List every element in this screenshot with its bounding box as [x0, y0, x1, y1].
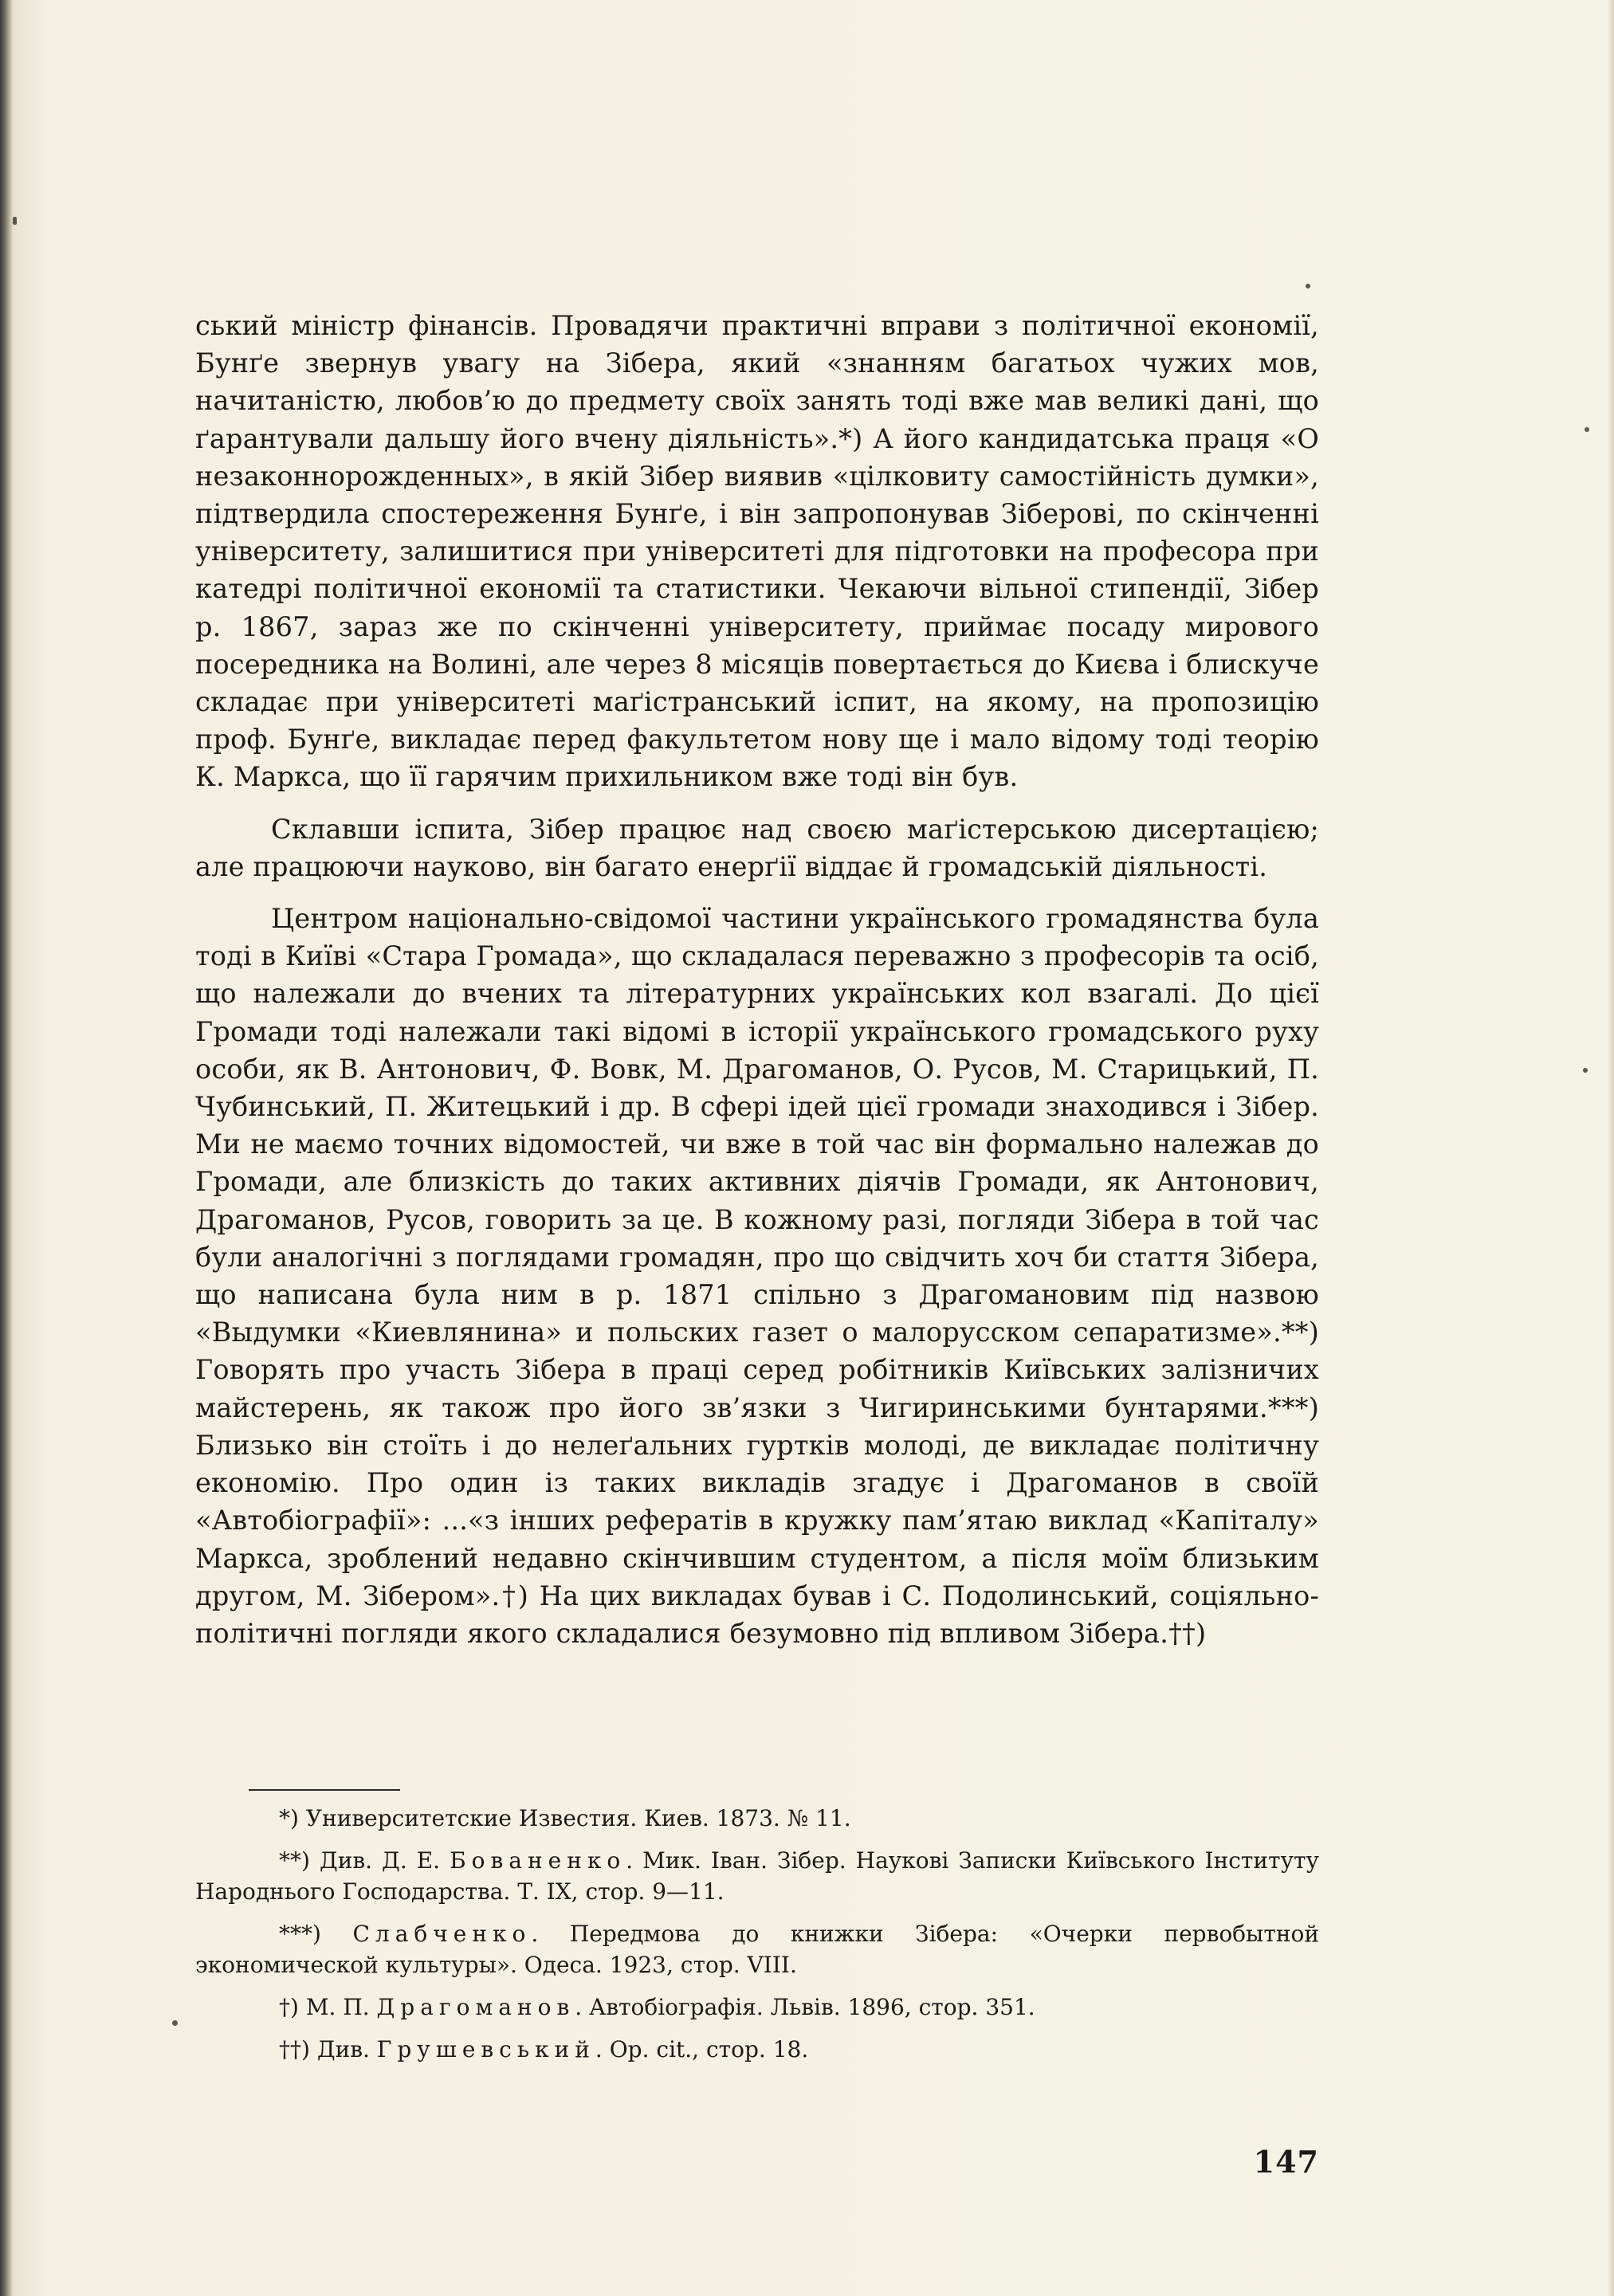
footnote-rule: [249, 1789, 400, 1791]
footnotes: [195, 1803, 1319, 2076]
paragraph-3: Центром національно-свідомої частини українського громадянства була тоді в Київі «Стара Громада», що складалася переважно з професорів та осіб, що належали до вчених та літературних українських кол взагалі. До цієї Громади тоді належали такі відомі в історії українського громадського руху особи, як В. Антонович, Ф. Вовк, М. Драгоманов, О. Русов, М. Старицький, П. Чубинський, П. Житецький і др. В сфері ідей цієї громади знаходився і Зібер. Ми не маємо точних відомостей, чи вже в той час він формально належав до Громади, але близкість до таких активних діячів Громади, як Антонович, Драгоманов, Русов, говорить за це. В кожному разі, погляди Зібера в той час були аналогічні з поглядами громадян, про що свідчить хоч би стаття Зібера, що написана була ним в р. 1871 спільно з Драгомановим під назвою «Выдумки «Киевлянина» и польских газет о малорусском сепаратизме».**) Говорять про участь Зібера в праці серед робітників Київських залізничих майстерень, як також про його зв’язки з Чигиринськими бунтарями.***) Близько він стоїть і до нелеґальних гуртків молоді, де викладає політичну економію. Про один із таких викладів згадує і Драгоманов в своїй «Автобіографії»: ...«з інших рефератів в кружку пам’ятаю виклад «Капіталу» Маркса, зроблений недавно скінчившим студентом, а після моїм близьким другом, М. Зібером».†) На цих викладах бував і С. Подолинський, соціяльно-політичні погляди якого складалися безумовно під впливом Зібера.††): [195, 903, 1319, 1649]
footnote-mark: †): [279, 1994, 299, 2020]
footnote-mark: ††): [279, 2036, 310, 2062]
scan-speck: [1306, 284, 1310, 288]
scan-speck: [172, 2020, 178, 2026]
main-text: [195, 307, 1319, 1652]
footnote-author: Драгоманов: [376, 1994, 575, 2020]
footnote-4: [195, 1992, 1319, 2023]
footnote-author: Грушевський: [376, 2036, 595, 2062]
footnote-mark: ***): [279, 1921, 321, 1947]
footnote-text: Див. Д. Е.: [319, 1847, 450, 1874]
scan-speck: [1583, 1068, 1588, 1073]
paragraph-2: Склавши іспита, Зібер працює над своєю маґістерською дисертацією; але працюючи науково, він багато енерґії віддає й громадській діяльності.: [195, 813, 1319, 882]
footnote-2: [195, 1845, 1319, 1907]
book-binding-edge: [0, 0, 13, 2296]
footnote-author: Бованенко: [450, 1847, 626, 1874]
footnote-text: М. П.: [305, 1994, 377, 2020]
scan-speck: [13, 217, 17, 225]
footnote-mark: **): [279, 1847, 310, 1874]
footnote-1: [195, 1803, 1319, 1834]
footnote-text: . Мик. Іван. Зібер. Наукові Записки Київського Інституту Народнього Господарства. Т. IX, стор. 9—11.: [195, 1847, 1320, 1905]
footnote-5: [195, 2034, 1319, 2065]
footnote-text: Див.: [316, 2036, 377, 2062]
footnote-text: . Автобіографія. Львів. 1896, стор. 351.: [575, 1994, 1035, 2020]
paragraph-1: ський міністр фінансів. Провадячи практичні вправи з політичної економії, Бунґе звернув увагу на Зібера, який «знанням багатьох чужих мов, начитаністю, любов’ю до предмету своїх занять тоді вже мав великі дані, що ґарантували дальшу його вчену діяльність».*) А його кандидатська праця «О незаконнорожденных», в якій Зібер виявив «цілковиту самостійність думки», підтвердила спостереження Бунґе, і він запропонував Зіберові, по скінченні університету, залишитися при університеті для підготовки на професора при катедрі політичної економії та статистики. Чекаючи вільної стипендії, Зібер р. 1867, зараз же по скінченні університету, приймає посаду мирового посередника на Волині, але через 8 місяців повертається до Києва і блискуче складає при університеті маґістранський іспит, на якому, на пропозицію проф. Бунґе, викладає перед факультетом нову ще і мало відому тоді теорію К. Маркса, що її гарячим прихильником вже тоді він був.: [195, 310, 1319, 793]
footnote-text: . Передмова до книжки Зібера: «Очерки первобытной экономической культуры». Одеса. 1923, стор. VIII.: [195, 1921, 1319, 1978]
footnote-author: Слабченко: [352, 1921, 532, 1947]
page-right-edge: [1608, 0, 1614, 2296]
scan-speck: [1585, 427, 1589, 432]
footnote-text: . Op. cit., стор. 18.: [595, 2036, 809, 2062]
page-number: 147: [1253, 2144, 1319, 2180]
footnote-mark: *): [279, 1805, 299, 1831]
footnote-3: [195, 1918, 1319, 1980]
footnote-text: Университетские Известия. Киев. 1873. № 11.: [305, 1805, 851, 1831]
